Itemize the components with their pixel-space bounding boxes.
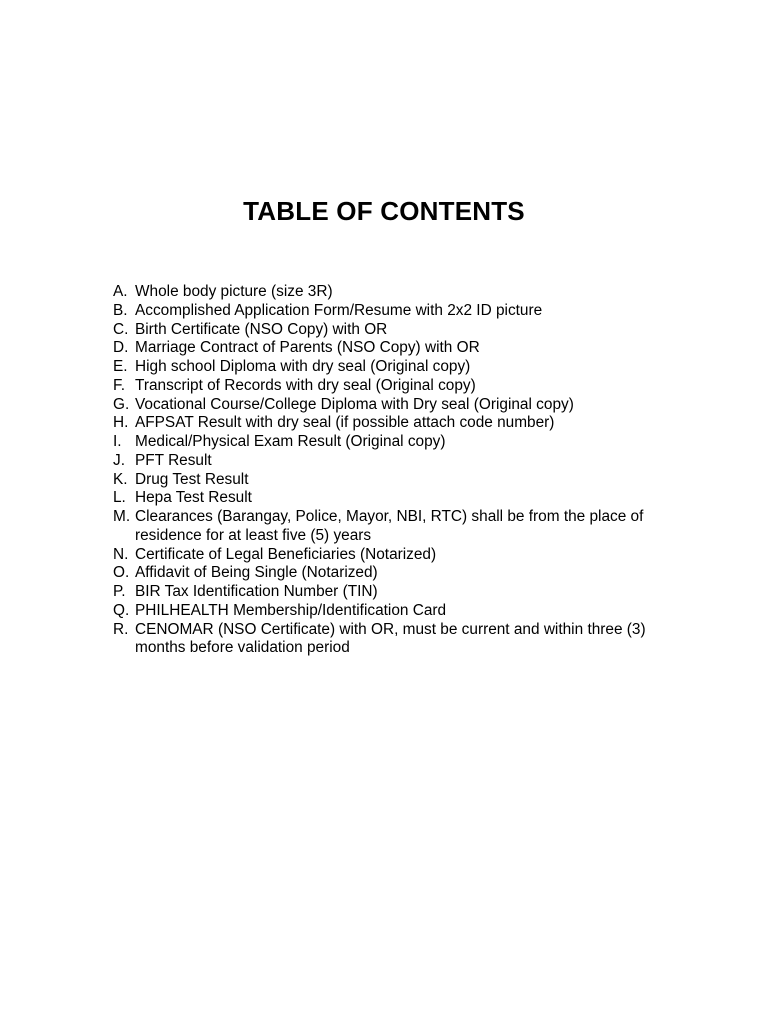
item-letter: K. [113,470,128,488]
item-text: High school Diploma with dry seal (Original copy) [135,358,471,375]
item-letter: I. [113,433,122,450]
list-item [113,583,673,602]
item-text: Hepa Test Result [135,489,252,507]
item-letter: D. [113,339,129,357]
item-text: BIR Tax Identification Number (TIN) [135,583,378,600]
item-text: CENOMAR (NSO Certificate) with OR, must be current and within three (3) months before validation period [135,620,646,657]
item-text: Accomplished Application Form/Resume with 2x2 ID picture [135,301,543,319]
item-text: AFPSAT Result with dry seal (if possible attach code number) [135,414,555,432]
list-item [113,508,673,546]
list-item [113,621,673,659]
list-item [113,321,673,340]
list-item [113,339,673,358]
item-text: Marriage Contract of Parents (NSO Copy) with OR [135,339,480,357]
list-item [113,546,673,565]
item-text: Vocational Course/College Diploma with Dry seal (Original copy) [135,395,574,413]
item-letter: J. [113,451,125,469]
item-text: Transcript of Records with dry seal (Original copy) [135,376,476,394]
list-item [113,489,673,508]
item-text: Certificate of Legal Beneficiaries (Notarized) [135,545,437,563]
item-letter: E. [113,358,128,375]
list-item [113,433,673,452]
item-letter: P. [113,583,126,600]
list-item [113,564,673,583]
contents-list [113,283,673,658]
item-letter: M. [113,508,131,525]
item-text: Birth Certificate (NSO Copy) with OR [135,320,388,338]
list-item [113,358,673,377]
list-item [113,471,673,490]
list-item [113,377,673,396]
list-item [113,396,673,415]
page-title: TABLE OF CONTENTS [243,196,525,226]
item-text: Whole body picture (size 3R) [135,283,333,300]
list-item [113,602,673,621]
item-letter: H. [113,414,129,432]
item-letter: L. [113,489,126,507]
item-letter: Q. [113,601,130,619]
item-text: Clearances (Barangay, Police, Mayor, NBI, RTC) shall be from the place of residence for at least five (5) years [135,508,644,544]
list-item [113,452,673,471]
item-text: Medical/Physical Exam Result (Original copy) [135,433,446,450]
list-item [113,302,673,321]
list-item [113,414,673,433]
item-text: Affidavit of Being Single (Notarized) [135,564,378,582]
item-letter: R. [113,620,129,638]
item-letter: B. [113,301,128,319]
item-letter: O. [113,564,130,582]
item-text: PFT Result [135,451,212,469]
item-letter: F. [113,376,125,394]
item-text: Drug Test Result [135,470,249,488]
item-letter: G. [113,395,130,413]
item-letter: N. [113,545,129,563]
item-letter: C. [113,320,129,338]
item-text: PHILHEALTH Membership/Identification Card [135,601,447,619]
item-letter: A. [113,283,128,300]
list-item [113,283,673,302]
